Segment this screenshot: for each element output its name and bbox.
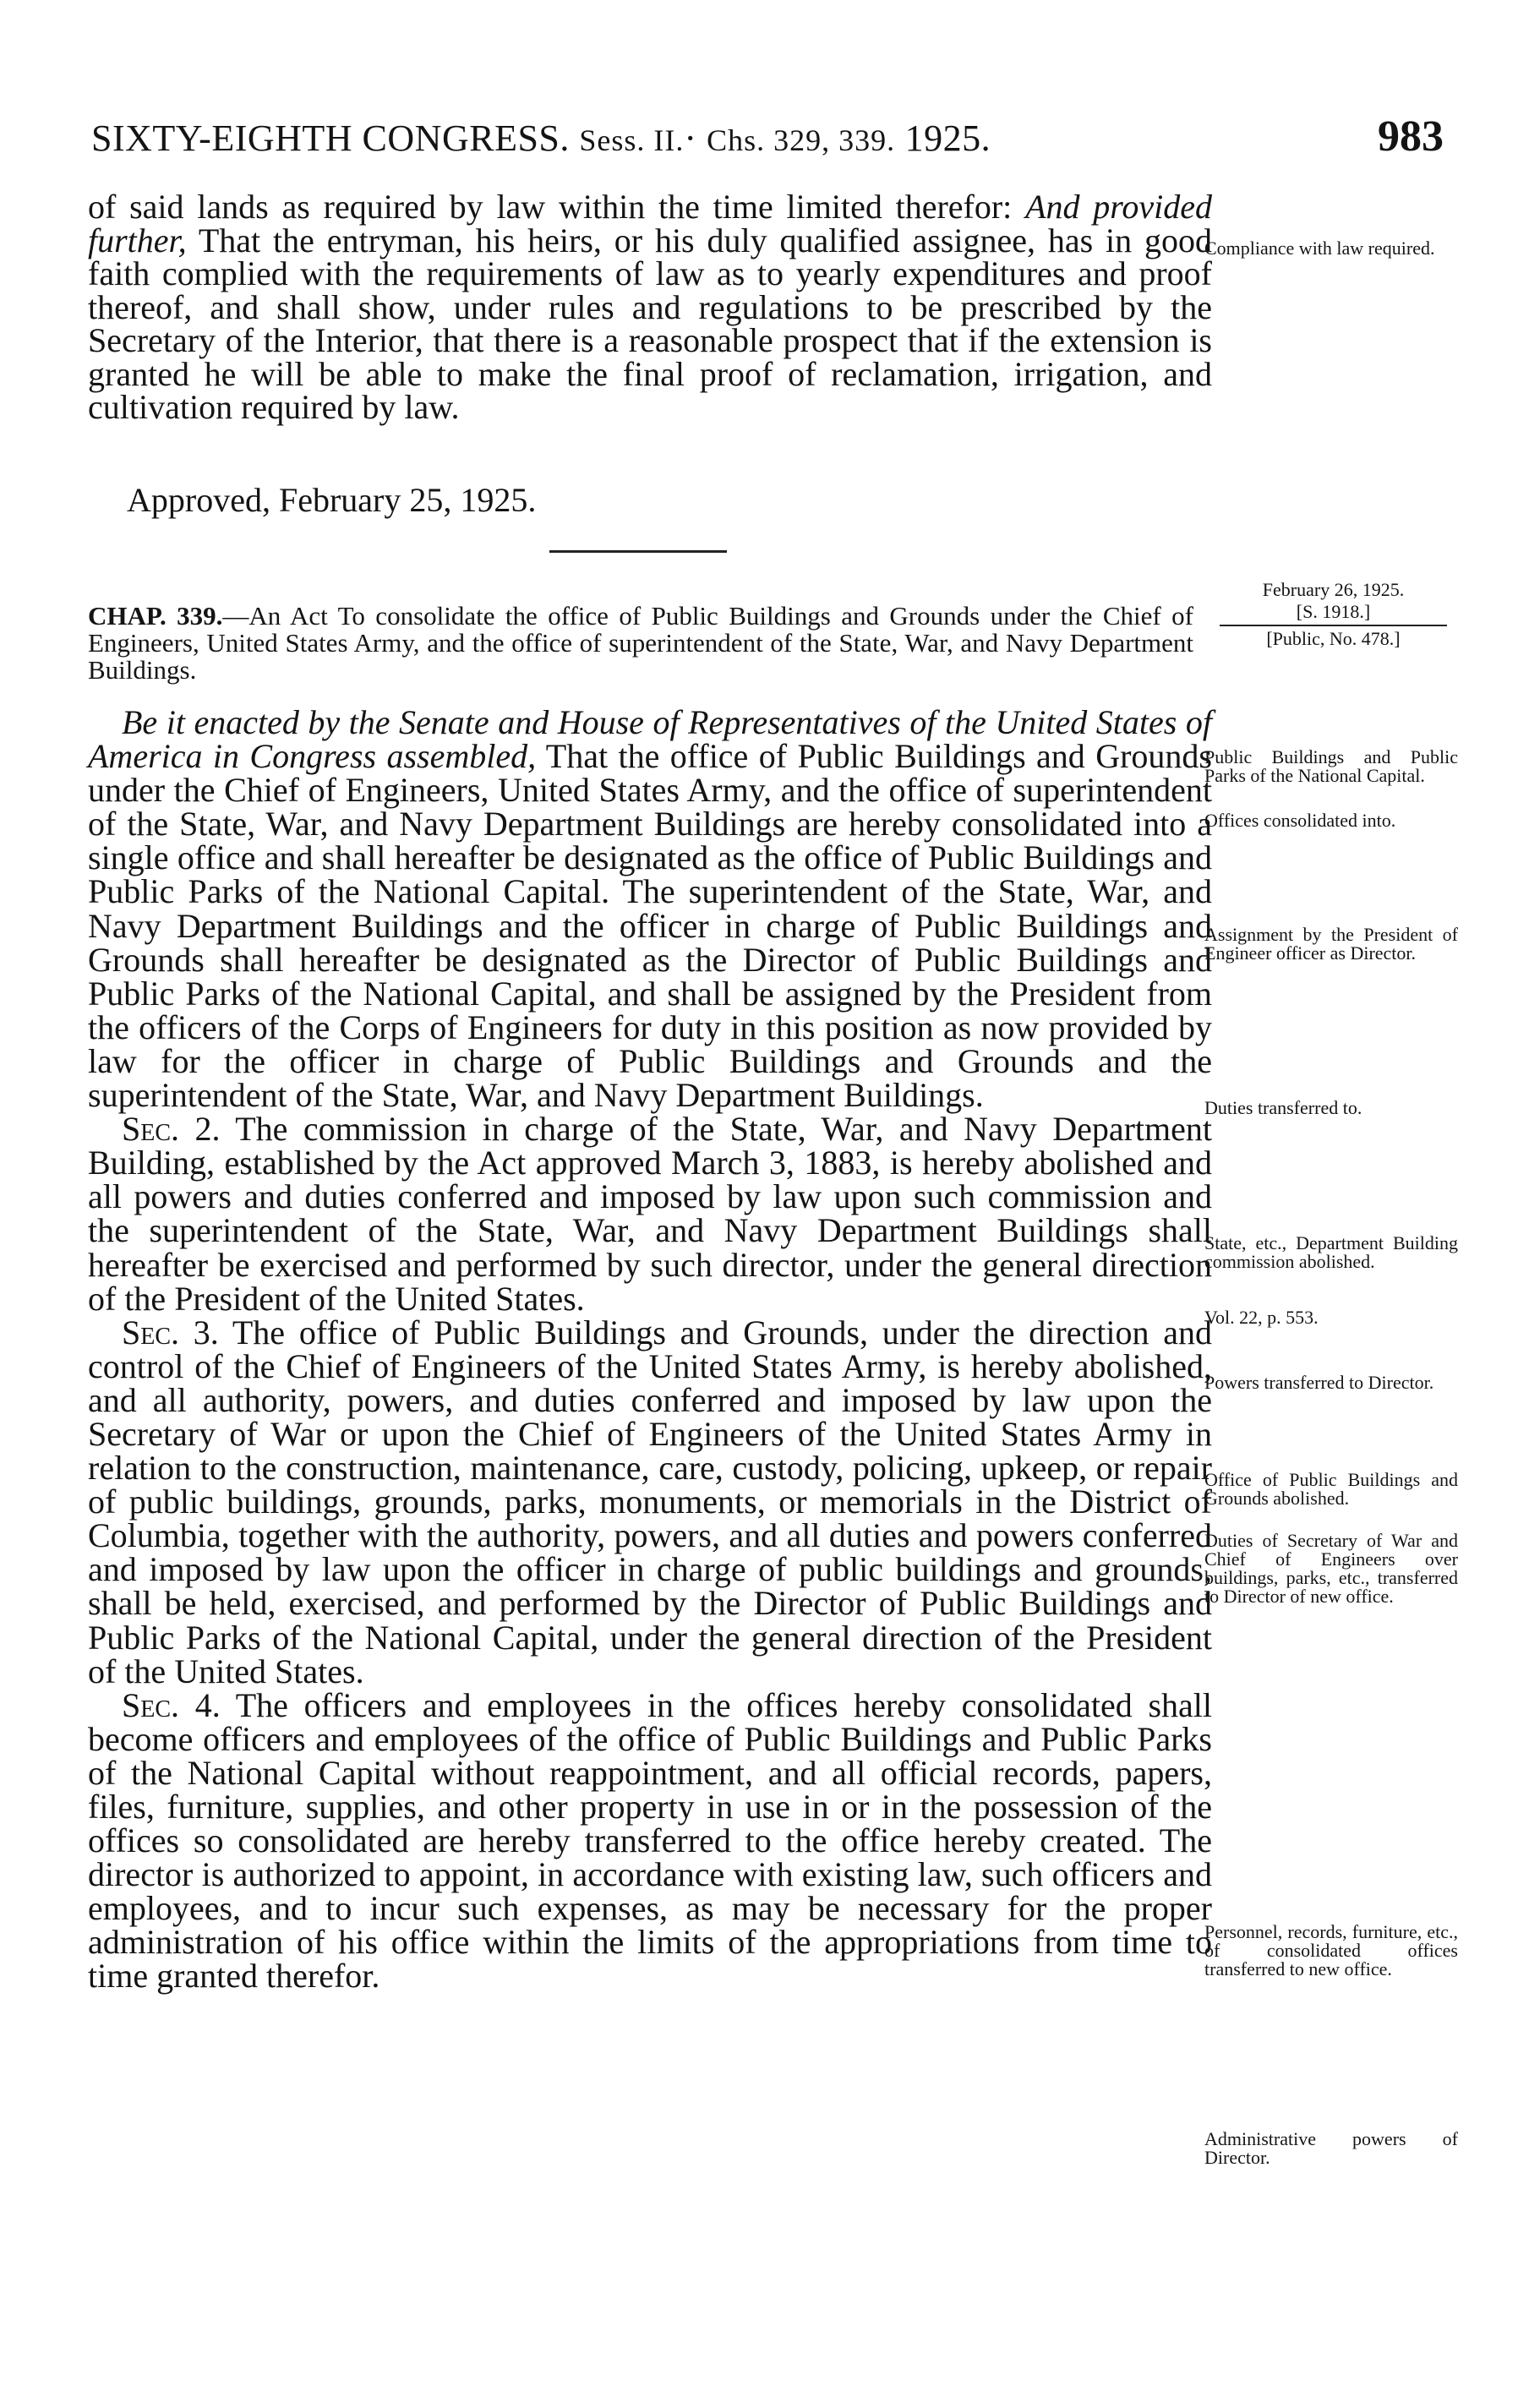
margin-note-powers-transferred: Powers transferred to Director. xyxy=(1204,1372,1434,1393)
header-congress: SIXTY-EIGHTH CONGRESS. xyxy=(91,117,570,159)
section-3-text: The office of Public Buildings and Grounds, under the direction and control of the Chief of Engineers of the United States Army, is hereby abolished, and all authority, powers, and duties conferred and imposed by law upon the Secretary of War or upon the Chief of Engineers of the United States Army in relation to the construction, maintenance, care, custody, policing, upkeep, or repair of public buildings, grounds, parks, monuments, or memorials in the District of Columbia, together with the authority, powers, and all duties and powers conferred and imposed by law upon the officer in charge of public buildings and grounds, shall be held, exercised, and performed by the Director of Public Buildings and Public Parks of the National Capital, under the general direction of the President of the United States. xyxy=(88,1313,1212,1690)
margin-note-compliance: Compliance with law required. xyxy=(1204,238,1435,259)
chapter-title: —An Act To consolidate the office of Public Buildings and Grounds under the Chief of Engineers, United States Army, and the office of superintendent of the State, War, and Navy Department Buildings. xyxy=(88,601,1193,685)
margin-note-duties-secretary: Duties of Secretary of War and Chief of Engineers over buildings, parks, etc., transferred to Director of new office. xyxy=(1204,1530,1458,1607)
margin-note-office-abolished: Office of Public Buildings and Grounds abolished. xyxy=(1204,1469,1458,1509)
section-1 xyxy=(88,703,1212,1115)
margin-note-administrative: Administrative powers of Director. xyxy=(1204,2128,1458,2168)
section-2-label: Sec. 2. xyxy=(122,1110,221,1149)
section-4 xyxy=(88,1685,1213,1996)
section-2-text: The commission in charge of the State, War, and Navy Department Building, established by the Act approved March 3, 1883, is hereby abolished and all powers and duties conferred and imposed by law upon such commission and the superintendent of the State, War, and Navy Department Buildings shall hereafter be exercised and performed by such director, under the general direction of the President of the United States. xyxy=(88,1110,1213,1318)
section-3 xyxy=(88,1313,1212,1690)
header-separator: · xyxy=(684,117,697,159)
section-3-label: Sec. 3. xyxy=(122,1313,219,1351)
section-4-label: Sec. 4. xyxy=(122,1685,221,1724)
margin-date: February 26, 1925. xyxy=(1262,579,1405,600)
margin-note-public-buildings: Public Buildings and Public Parks of the National Capital. xyxy=(1204,746,1458,786)
margin-date-block xyxy=(1204,579,1462,650)
margin-note-assignment: Assignment by the President of Engineer officer as Director. xyxy=(1204,924,1458,964)
header-chapters: Chs. 329, 339. xyxy=(707,123,896,157)
margin-bill: [S. 1918.] xyxy=(1296,601,1371,622)
header-year: 1925. xyxy=(904,117,991,159)
margin-note-personnel: Personnel, records, furniture, etc., of consolidated offices transferred to new office. xyxy=(1204,1921,1458,1979)
margin-note-duties-transferred: Duties transferred to. xyxy=(1204,1097,1362,1118)
section-1-text: That the office of Public Buildings and Grounds under the Chief of Engineers, United States Army, and the office of superintendent of the State, War, and Navy Department Buildings are hereby consolidated into a single office and shall hereafter be designated as the office of Public Buildings and Public Parks of the National Capital. The superintendent of the State, War, and Navy Department Buildings and the officer in charge of Public Buildings and Grounds shall hereafter be designated as the Director of Public Buildings and Public Parks of the National Capital, and shall be assigned by the President from the officers of the Corps of Engineers for duty in this position as now provided by law for the officer in charge of Public Buildings and Grounds and the superintendent of the State, War, and Navy Department Buildings. xyxy=(88,737,1212,1115)
section-2 xyxy=(88,1112,1212,1316)
act-body xyxy=(88,703,1213,1996)
section-divider xyxy=(549,550,727,553)
chapter-heading xyxy=(88,603,1193,684)
enacting-clause: Be it enacted by the Senate and House of Representatives of the United States of America in Congress assembled, xyxy=(88,703,1212,776)
header-session: Sess. II. xyxy=(579,123,685,157)
section-4-text: The officers and employees in the offices hereby consolidated shall become officers and employees of the office of Public Buildings and Public Parks of the National Capital without reappointment, and all official records, papers, files, furniture, supplies, and other property in use in or in the possession of the offices so consolidated are hereby transferred to the office hereby created. The director is authorized to appoint, in accordance with existing law, such officers and employees, and to incur such expenses, as may be necessary for the proper administration of his office within the limits of the appropriations from time to time granted therefor. xyxy=(88,1685,1213,1996)
chapter-label: CHAP. 339. xyxy=(88,601,223,631)
approval-line: Approved, February 25, 1925. xyxy=(127,481,537,519)
margin-note-vol-ref: Vol. 22, p. 553. xyxy=(1204,1307,1319,1328)
continuation-proviso: And provided further, xyxy=(88,188,1212,259)
continuation-text-start: of said lands as required by law within the time limited therefor: xyxy=(88,188,1026,226)
margin-public-law: [Public, No. 478.] xyxy=(1266,628,1401,649)
continuation-text-end: That the entryman, his heirs, or his duly qualified assignee, has in good faith complied with the requirements of law as to yearly expenditures and proof thereof, and shall show, under rules and regulations to be prescribed by the Secretary of the Interior, that there is a reasonable prospect that if the extension is granted he will be able to make the final proof of reclamation, irrigation, and cultivation required by law. xyxy=(88,221,1212,426)
running-header xyxy=(91,112,1444,167)
header-citation xyxy=(91,117,991,160)
continuation-paragraph xyxy=(88,190,1212,424)
page-number: 983 xyxy=(1378,112,1444,161)
margin-note-offices-consolidated: Offices consolidated into. xyxy=(1204,810,1396,831)
margin-note-state-war-navy: State, etc., Department Building commission abolished. xyxy=(1204,1232,1458,1272)
margin-date-rule xyxy=(1220,625,1447,626)
